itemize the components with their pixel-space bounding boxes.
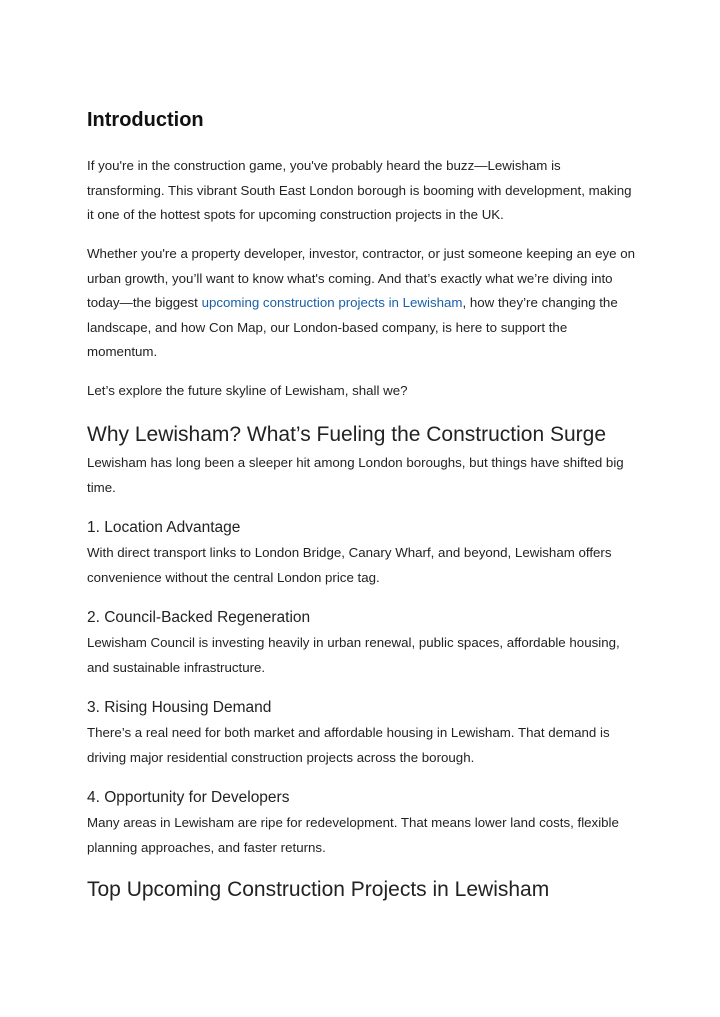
section-heading-location-advantage: 1. Location Advantage — [87, 519, 241, 536]
intro-paragraph-3: Let’s explore the future skyline of Lewisham, shall we? — [87, 383, 408, 398]
intro-paragraph-1: If you're in the construction game, you've probably heard the buzz—Lewisham is transforming. This vibrant South East London borough is booming with development, making it one of the hottest spots for upcoming construction projects in the UK. — [87, 158, 632, 223]
intro-paragraph-2-text-end: , how they’re changing the landscape, and how Con Map, our London-based company, is here to support the momentum. — [87, 295, 618, 360]
why-lewisham-heading: Why Lewisham? What’s Fueling the Construction Surge — [87, 423, 607, 446]
section-heading-council-regeneration: 2. Council-Backed Regeneration — [87, 609, 311, 626]
intro-paragraph-2 — [87, 242, 639, 365]
section-heading-housing-demand: 3. Rising Housing Demand — [87, 699, 272, 716]
upcoming-projects-link[interactable]: upcoming construction projects in Lewisham — [201, 295, 463, 311]
section-text-developer-opportunity: Many areas in Lewisham are ripe for redevelopment. That means lower land costs, flexible planning approaches, and faster returns. — [87, 815, 619, 855]
section-text-housing-demand: There’s a real need for both market and affordable housing in Lewisham. That demand is driving major residential construction projects across the borough. — [87, 725, 610, 765]
section-text-location-advantage: With direct transport links to London Bridge, Canary Wharf, and beyond, Lewisham offers convenience without the central London price tag. — [87, 545, 612, 585]
introduction-heading: Introduction — [87, 109, 204, 131]
top-projects-heading: Top Upcoming Construction Projects in Lewisham — [87, 878, 550, 901]
section-text-council-regeneration: Lewisham Council is investing heavily in urban renewal, public spaces, affordable housing, and sustainable infrastructure. — [87, 635, 620, 675]
why-lewisham-paragraph: Lewisham has long been a sleeper hit among London boroughs, but things have shifted big time. — [87, 455, 624, 495]
section-heading-developer-opportunity: 4. Opportunity for Developers — [87, 789, 290, 806]
intro-paragraph-2-text-start: Whether you're a property developer, investor, contractor, or just someone keeping an eye on urban growth, you’ll want to know what's coming. And that’s exactly what we’re diving into today—the biggest — [87, 246, 636, 311]
